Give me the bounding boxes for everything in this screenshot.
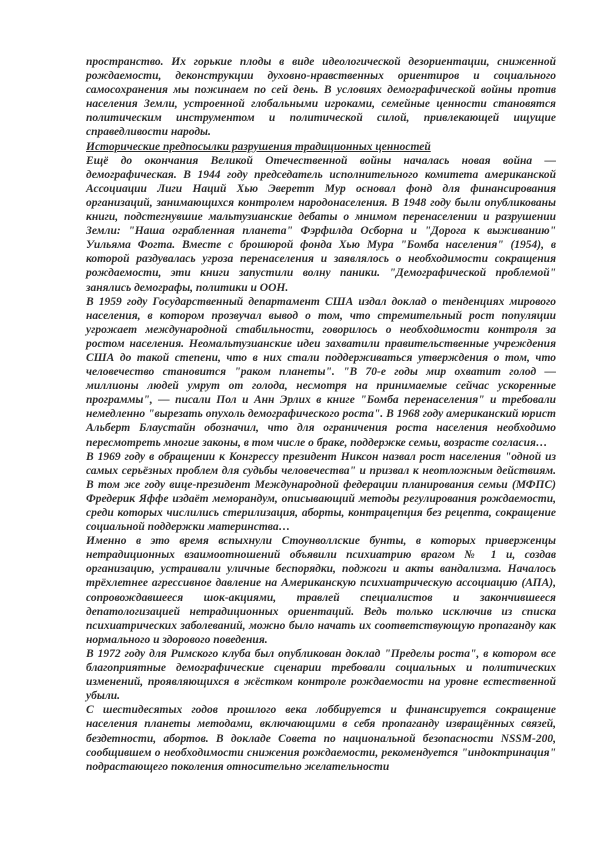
- paragraph: В 1969 году в обращении к Конгрессу президент Никсон назвал рост населения "одной из самых серьёзных проблем для судьбы человечества" и призвал к неотложным действиям. В том же году вице-президент Международной федерации планирования семьи (МФПС) Фредерик Яффе издаёт меморандум, описывающий методы регулирования рождаемости, среди которых числились стерилизация, аборты, контрацепция без рецепта, сокращение социальной поддержки материнства…: [86, 450, 556, 534]
- paragraph: С шестидесятых годов прошлого века лоббируется и финансируется сокращение населения планеты методами, включающими в себя пропаганду извращённых связей, бездетности, абортов. В докладе Совета по национальной безопасности NSSM-200, сообщившем о необходимости снижения рождаемости, рекомендуется "индоктринация" подрастающего поколения относительно желательности: [86, 704, 556, 773]
- paragraph: Именно в это время вспыхнули Стоунволлские бунты, в которых приверженцы нетрадиционных взаимоотношений объявили психиатрию врагом № 1 и, создав организацию, устраивали уличные беспорядки, поджоги и акты вандализма. Началось трёхлетнее агрессивное давление на Американскую психиатрическую ассоциацию (АПА), сопровождавшееся шок-акциями, травлей специалистов и закончившееся депатологизацией нетрадиционных ориентаций. Ведь только исключив из списка психиатрических заболеваний, можно было начать их соответствующую пропаганду как нормального и здорового поведения.: [86, 535, 556, 646]
- text-column: [86, 55, 556, 774]
- paragraph: В 1959 году Государственный департамент США издал доклад о тенденциях мирового населения, в котором прозвучал вывод о том, что стремительный рост популяции угрожает международной стабильности, говорилось о необходимости контроля за ростом населения. Неомальтузианские идеи захватили правительственные учреждения США до такой степени, что в них стали поддерживаться утверждения о том, что человечество становится "раком планеты". "В 70-е годы мир охватит голод — миллионы людей умрут от голода, несмотря на принимаемые сейчас ускоренные программы", — писали Пол и Анн Эрлих в книге "Бомба перенаселения" и требовали немедленно "вырезать опухоль демографического роста". В 1968 году американский юрист Альберт Блаустайн обозначил, что для ограничения роста населения необходимо пересмотреть многие законы, в том числе о браке, поддержке семьи, возрасте согласия…: [86, 295, 556, 449]
- paragraph: В 1972 году для Римского клуба был опубликован доклад "Пределы роста", в котором все благоприятные демографические сценарии требовали социальных и политических изменений, проявляющихся в жёстком контроле рождаемости на уровне естественной убыли.: [86, 647, 556, 703]
- paragraph-continuation: пространство. Их горькие плоды в виде идеологической дезориентации, сниженной рождаемости, деконструкции духовно-нравственных ориентиров и социального самосохранения мы пожинаем по сей день. В условиях демографической войны против населения Земли, устроенной глобальными игроками, семейные ценности становятся политическим инструментом и политической силой, привлекающей ищущие справедливости народы.: [86, 56, 556, 139]
- paragraph: Ещё до окончания Великой Отечественной войны началась новая война — демографическая. В 1944 году председатель исполнительного комитета американской Ассоциации Лиги Наций Хью Эверетт Мур основал фонд для финансирования организаций, занимающихся контролем народонаселения. В 1948 году были опубликованы книги, подстегнувшие мальтузианские дебаты о мнимом перенаселении и разрушении Земли: "Наша ограбленная планета" Фэрфилда Осборна и "Дорога к выживанию" Уильяма Фогта. Вместе с брошюрой фонда Хью Мура "Бомба населения" (1954), в которой раздувалась угроза перенаселения и заявлялось о необходимости сокращения рождаемости, эти книги запустили волну паники. "Демографической проблемой" занялись демографы, политики и ООН.: [86, 154, 556, 294]
- section-heading: Исторические предпосылки разрушения традиционных ценностей: [86, 140, 431, 153]
